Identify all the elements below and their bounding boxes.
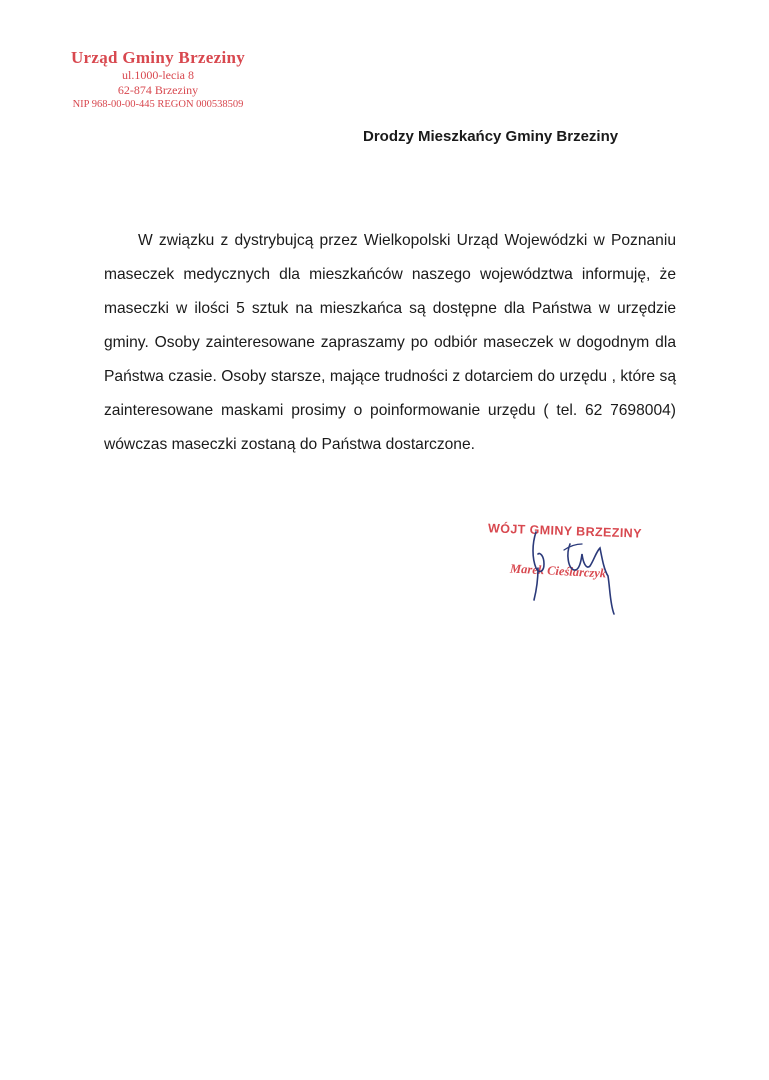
official-name-stamp: Marek Cieślarczyk xyxy=(509,561,607,581)
office-street: ul.1000-lecia 8 xyxy=(122,68,194,82)
office-postal-city: 62-874 Brzeziny xyxy=(117,83,199,97)
letterhead-stamp xyxy=(58,48,258,112)
office-registry-ids: NIP 968-00-00-445 REGON 000538509 xyxy=(72,99,244,110)
letter-body: W związku z dystrybujcą przez Wielkopolski Urząd Wojewódzki w Poznaniu maseczek medycznych dla mieszkańców naszego województwa informuję, że maseczki w ilości 5 sztuk na mieszkańca są dostępne dla Państwa w urzędzie gminy. Osoby zainteresowane zapraszamy po odbiór maseczek w dogodnym dla Państwa czasie. Osoby starsze, mające trudności z dotarciem do urzędu , które są zainteresowane maskami prosimy o poinformowanie urzędu ( tel. 62 7698004) wówczas maseczki zostaną do Państwa dostarczone. xyxy=(104,232,676,453)
letter-greeting: Drodzy Mieszkańcy Gminy Brzeziny xyxy=(363,128,619,145)
handwritten-signature xyxy=(478,514,678,624)
official-title-stamp: WÓJT GMINY BRZEZINY xyxy=(487,521,643,541)
office-name: Urząd Gminy Brzeziny xyxy=(70,48,246,67)
signature-block xyxy=(478,514,678,624)
